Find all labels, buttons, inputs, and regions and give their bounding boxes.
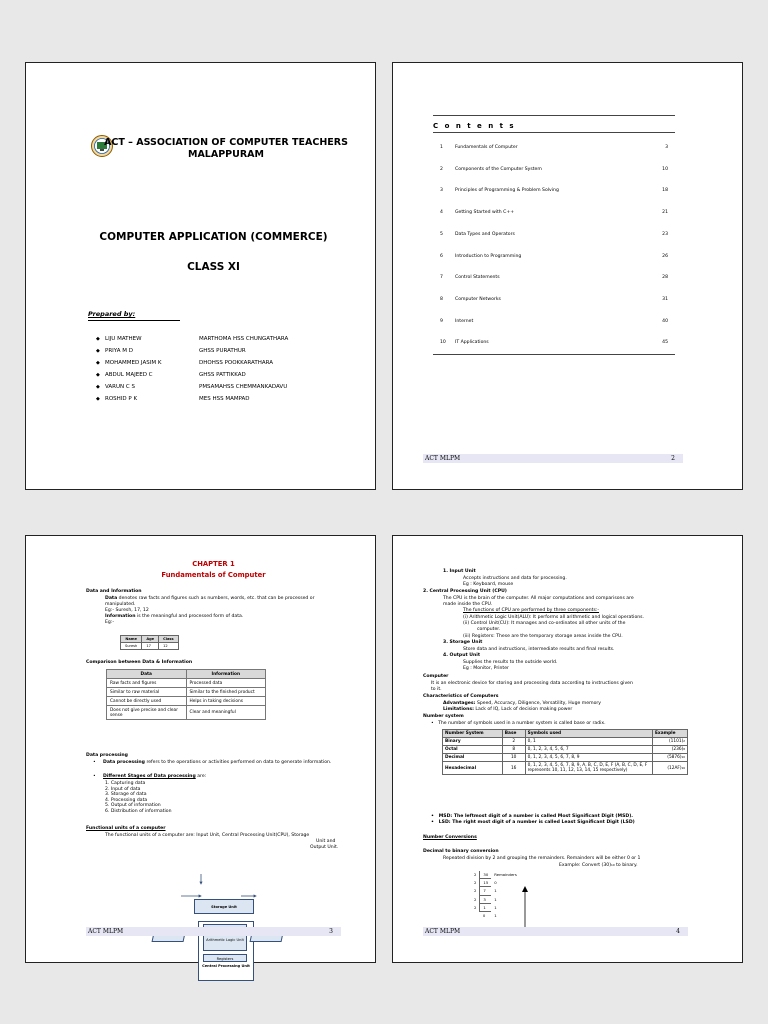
toc-number: 1 xyxy=(440,145,443,150)
member-name: VARUN C S xyxy=(105,384,135,390)
number-system-table xyxy=(442,729,688,775)
comparison-table xyxy=(106,669,266,720)
remainder-cell: 1 xyxy=(494,896,497,902)
table-header-cell: Data xyxy=(107,670,187,679)
input-unit-example: Eg : Keyboard, mouse xyxy=(463,582,514,587)
computer-heading: Computer xyxy=(423,674,449,679)
table-header-cell: Example xyxy=(652,730,687,738)
example-line: Example: Convert (30)₁₀ to binary. xyxy=(559,863,638,868)
number-system-bullet-text: The number of symbols used in a number system is called base or radix. xyxy=(438,721,606,726)
chapter-number: CHAPTER 1 xyxy=(192,560,235,568)
table-cell: Processed data xyxy=(186,679,266,688)
lsd-text: LSD: The right most digit of a number is called Least Significant Digit (LSD) xyxy=(438,820,635,825)
toc-title: Introduction to Programming xyxy=(455,253,522,259)
division-table xyxy=(471,871,520,919)
limitations-label: Limitations: xyxy=(443,707,474,712)
toc-page: 40 xyxy=(662,318,668,324)
table-cell: 0, 1 xyxy=(525,738,652,746)
prepared-by-underline xyxy=(88,320,180,321)
output-unit-example: Eg : Monitor, Printer xyxy=(463,666,509,671)
quotient-cell: 3 xyxy=(480,895,491,903)
table-cell: Clear and meaningful xyxy=(186,706,266,720)
division-row xyxy=(471,912,520,920)
bullet-icon: ◆ xyxy=(96,348,100,354)
information-definition-text: is the meaningful and processed form of data. xyxy=(135,614,244,619)
toc-entry xyxy=(440,254,668,264)
remainder-cell: Remainders xyxy=(494,872,517,878)
heading-functional-units: Functional units of a computer xyxy=(86,826,166,831)
toc-title: Getting Started with C++ xyxy=(455,210,515,216)
quotient-cell: 15 xyxy=(480,879,491,887)
quotient-cell: 0 xyxy=(482,913,486,919)
table-cell: Suresh xyxy=(121,643,142,650)
msd-text: MSD: The leftmost digit of a number is called Most Significant Digit (MSD). xyxy=(438,814,634,819)
toc-number: 4 xyxy=(440,210,443,216)
cu-line-b: computer. xyxy=(477,627,501,632)
member-name: MOHAMMED JASIM K xyxy=(105,360,162,366)
table-cell: Does not give precise and clear sense xyxy=(107,706,187,720)
table-header-cell: Symbols used xyxy=(525,730,652,738)
toc-page: 23 xyxy=(662,231,668,237)
title-line-2: MALAPPURAM xyxy=(188,149,264,160)
heading-data-information: Data and Information xyxy=(86,589,142,594)
toc-page: 18 xyxy=(662,188,668,194)
stages-bullet: • Different Stages of Data processing are: xyxy=(93,774,207,779)
toc-title: Components of the Computer System xyxy=(455,166,542,172)
page-3-chapter-1 xyxy=(25,535,376,968)
remainder-cell: 1 xyxy=(494,912,497,918)
table-header-cell: Age xyxy=(142,636,159,643)
remainder-cell: 1 xyxy=(494,888,497,894)
page-4 xyxy=(392,535,743,963)
toc-page: 28 xyxy=(662,275,668,281)
class-title: CLASS XI xyxy=(187,261,240,273)
toc-entry xyxy=(440,210,668,220)
limitations-line xyxy=(443,707,572,713)
table-cell: (5876)₁₀ xyxy=(652,754,687,762)
table-row xyxy=(107,706,266,720)
toc-number: 2 xyxy=(440,166,443,172)
characteristics-heading: Characteristics of Computers xyxy=(423,694,499,699)
processing-term: Data processing xyxy=(103,760,145,765)
member-name: PRIYA M D xyxy=(105,348,133,354)
lsd-line: • LSD: The right most digit of a number is called Least Significant Digit (LSD) xyxy=(431,820,635,825)
toc-title: Principles of Programming & Problem Solving xyxy=(455,188,559,194)
divisor-cell: 2 xyxy=(474,880,477,886)
output-unit-text: Supplies the results to the outside world. xyxy=(463,660,558,665)
example-table xyxy=(120,635,179,650)
stage-item: 4. Processing data xyxy=(105,797,148,803)
member-name: ABDUL MAJEED C xyxy=(105,372,153,378)
table-cell: 16 xyxy=(502,762,525,775)
table-header-cell: Information xyxy=(186,670,266,679)
stage-item: 3. Storage of data xyxy=(105,792,147,798)
cpu-text-a: The CPU is the brain of the computer. All major computations and comparisons are xyxy=(443,596,634,601)
page-footer xyxy=(86,927,341,936)
functional-text: The functional units of a computer are: Input Unit, Central Processing Unit(CPU), Storage xyxy=(105,833,310,838)
association-title xyxy=(86,137,366,161)
member-school: MES HSS MAMPAD xyxy=(199,396,250,402)
toc-top-rule xyxy=(433,115,675,116)
toc-page: 3 xyxy=(665,145,668,150)
table-cell: (12AF)₁₆ xyxy=(652,762,687,775)
table-row xyxy=(443,746,688,754)
page-footer xyxy=(423,927,688,936)
table-cell: (1101)₂ xyxy=(652,738,687,746)
division-row xyxy=(471,879,520,887)
remainder-cell: 1 xyxy=(494,904,497,910)
table-cell: Similar to the finished product xyxy=(186,688,266,697)
alu-box: Arithmetic Logic Unit xyxy=(203,935,247,951)
division-row xyxy=(471,871,520,879)
data-definition-text: denotes raw facts and figures such as numbers, words, etc. that can be processed or manipulated. xyxy=(105,596,315,607)
table-row xyxy=(443,754,688,762)
computer-text-b: to it. xyxy=(431,687,442,692)
table-row xyxy=(443,738,688,746)
toc-entry xyxy=(440,340,668,350)
subject-title: COMPUTER APPLICATION (COMMERCE) xyxy=(99,231,328,243)
stages-suffix: are: xyxy=(195,774,207,779)
bullet-icon: ◆ xyxy=(96,396,100,402)
registers-box: Registers xyxy=(203,954,247,962)
data-definition xyxy=(105,596,345,607)
table-cell: 12 xyxy=(159,643,179,650)
table-cell: (236)₈ xyxy=(652,746,687,754)
table-header-cell: Number System xyxy=(443,730,503,738)
cpu-heading: 2. Central Processing Unit (CPU) xyxy=(423,589,507,594)
data-term: Data xyxy=(105,596,118,601)
toc-title: Computer Networks xyxy=(455,296,501,302)
divisor-cell: 2 xyxy=(474,896,477,902)
table-header-cell: Class xyxy=(159,636,179,643)
toc-entry xyxy=(440,188,668,198)
table-cell: 17 xyxy=(142,643,159,650)
table-cell: 0, 1, 2, 3, 4, 5, 6, 7, 8, 9 xyxy=(525,754,652,762)
toc-entry xyxy=(440,275,668,285)
footer-page-number: 2 xyxy=(671,455,675,462)
division-row xyxy=(471,903,520,911)
advantages-text: Speed, Accuracy, Diligence, Versatility, Huge memory xyxy=(475,701,601,706)
toc-page: 31 xyxy=(662,296,668,302)
toc-entry xyxy=(440,297,668,307)
stage-item: 1. Capturing data xyxy=(105,781,146,786)
msd-line: • MSD: The leftmost digit of a number is called Most Significant Digit (MSD). xyxy=(431,814,634,819)
stages-list xyxy=(105,781,172,815)
member-school: PMSAMAHSS CHEMMANKADAVU xyxy=(199,384,288,390)
data-example: Eg:- Suresh, 17, 12 xyxy=(105,608,149,613)
table-row xyxy=(107,679,266,688)
chapter-title: Fundamentals of Computer xyxy=(161,571,266,579)
bullet-icon: ◆ xyxy=(96,336,100,342)
toc-page: 10 xyxy=(662,166,668,172)
toc-bottom-rule xyxy=(433,354,675,355)
table-cell: Binary xyxy=(443,738,503,746)
table-row xyxy=(107,697,266,706)
cpu-components-line: The functions of CPU are performed by three components:- xyxy=(463,608,600,613)
toc-page: 21 xyxy=(662,210,668,216)
toc-title: Internet xyxy=(455,318,474,324)
toc-page: 45 xyxy=(662,340,668,346)
toc-number: 7 xyxy=(440,275,443,281)
table-header-cell: Base xyxy=(502,730,525,738)
toc-number: 5 xyxy=(440,231,443,237)
table-cell: 0, 1, 2, 3, 4, 5, 6, 7, 8, 9, A, B, C, D, E, F (A, B, C, D, E, F represents 10, 11, 12, 13, 14, 15 respectively) xyxy=(525,762,652,775)
number-system-bullet: • The number of symbols used in a number system is called base or radix. xyxy=(431,721,606,726)
cpu-text-b: made inside the CPU. xyxy=(443,602,493,607)
functional-text-2: Unit and xyxy=(316,839,336,844)
input-unit-heading: 1. Input Unit xyxy=(443,569,476,574)
quotient-cell: 7 xyxy=(480,887,491,895)
contents-heading: C o n t e n t s xyxy=(433,122,516,130)
page-1-cover xyxy=(25,62,376,490)
quotient-cell: 1 xyxy=(480,903,491,911)
toc-number: 10 xyxy=(440,340,446,346)
bullet-icon: ◆ xyxy=(96,384,100,390)
advantages-line xyxy=(443,701,601,707)
processing-definition: refers to the operations or activities performed on data to generate information. xyxy=(144,760,332,765)
remainder-cell: 0 xyxy=(494,880,497,886)
storage-unit-heading: 3. Storage Unit xyxy=(443,640,483,645)
cpu-label: Central Processing Unit xyxy=(202,964,250,968)
member-name: ROSHID P K xyxy=(105,396,138,402)
toc-number: 8 xyxy=(440,296,443,302)
divisor-cell: 2 xyxy=(474,904,477,910)
input-unit-text: Accepts instructions and data for processing. xyxy=(463,576,567,581)
divisor-cell: 2 xyxy=(474,888,477,894)
registers-line: (iii) Registers: These are the temporary storage areas inside the CPU. xyxy=(463,634,623,639)
division-row xyxy=(471,895,520,903)
decimal-binary-text: Repeated division by 2 and grouping the remainders. Remainders will be either 0 or 1 xyxy=(443,856,641,861)
toc-title: Fundamentals of Computer xyxy=(455,145,518,150)
toc-number: 9 xyxy=(440,318,443,324)
table-header-cell: Name xyxy=(121,636,142,643)
title-line-1: ACT – ASSOCIATION OF COMPUTER TEACHERS xyxy=(104,137,348,148)
toc-title: IT Applications xyxy=(455,340,489,346)
toc-page: 26 xyxy=(662,253,668,259)
heading-comparison: Comparison between Data & Information xyxy=(86,660,193,665)
member-school: GHSS PURATHUR xyxy=(199,348,246,354)
information-term: Information xyxy=(105,614,136,619)
page-footer xyxy=(423,454,683,463)
table-row xyxy=(443,762,688,775)
bullet-icon: ◆ xyxy=(96,372,100,378)
toc-entry xyxy=(440,232,668,242)
toc-title: Control Statements xyxy=(455,275,500,281)
table-cell: Decimal xyxy=(443,754,503,762)
number-conversions-heading: Number Conversions xyxy=(423,835,477,840)
toc-header-rule xyxy=(433,132,675,133)
table-cell: 10 xyxy=(502,754,525,762)
limitations-text: Lack of IQ, Lack of decision making power xyxy=(473,707,573,712)
toc-entry xyxy=(440,319,668,329)
table-cell: Hexadecimal xyxy=(443,762,503,775)
heading-data-processing: Data processing xyxy=(86,753,128,758)
footer-page-number: 3 xyxy=(329,928,333,935)
table-cell: 0, 1, 2, 3, 4, 5, 6, 7 xyxy=(525,746,652,754)
member-name: LIJU MATHEW xyxy=(105,336,142,342)
information-definition xyxy=(105,614,345,620)
member-school: MARTHOMA HSS CHUNGATHARA xyxy=(199,336,289,342)
table-cell: Raw facts and figures xyxy=(107,679,187,688)
bullet-icon: ◆ xyxy=(96,360,100,366)
table-cell: Similar to raw material xyxy=(107,688,187,697)
functional-text-3: Output Unit. xyxy=(310,845,339,850)
footer-page-number: 4 xyxy=(676,928,680,935)
prepared-by-label: Prepared by: xyxy=(88,310,136,318)
table-cell: 2 xyxy=(502,738,525,746)
read-up-arrow xyxy=(521,886,529,932)
toc-number: 6 xyxy=(440,253,443,259)
divisor-cell: 2 xyxy=(474,872,477,878)
advantages-label: Advantages: xyxy=(443,701,476,706)
table-cell: Helps in taking decisions xyxy=(186,697,266,706)
division-row xyxy=(471,887,520,895)
stages-label: Different Stages of Data processing xyxy=(103,774,196,779)
toc-entry xyxy=(440,145,668,155)
table-cell: 8 xyxy=(502,746,525,754)
quotient-cell: 30 xyxy=(480,871,491,879)
cu-line-a: (ii) Control Unit(CU): It manages and co-ordinates all other units of the xyxy=(463,621,626,626)
page-2-contents xyxy=(392,62,743,490)
decimal-binary-heading: Decimal to binary conversion xyxy=(423,849,499,854)
number-system-heading: Number system xyxy=(423,714,464,719)
computer-text-a: It is an electronic device for storing and processing data according to instructions given xyxy=(431,681,633,686)
storage-unit-box: Storage Unit xyxy=(194,899,254,914)
table-cell: Octal xyxy=(443,746,503,754)
toc-number: 3 xyxy=(440,188,443,194)
information-example: Eg:- xyxy=(105,620,115,625)
processing-bullet: • Data processing refers to the operations or activities performed on data to generate information. xyxy=(93,760,332,765)
alu-line: (i) Arithmetic Logic Unit(ALU): It performs all arithmetic and logical operations. xyxy=(463,615,645,620)
footer-left: ACT MLPM xyxy=(425,455,461,462)
footer-left: ACT MLPM xyxy=(88,928,124,935)
divisor-cell xyxy=(471,912,480,920)
output-unit-heading: 4. Output Unit xyxy=(443,653,481,658)
stage-item: 5. Output of information xyxy=(105,803,161,809)
table-row xyxy=(107,688,266,697)
member-school: GHSS PATTIKKAD xyxy=(199,372,246,378)
storage-unit-text: Store data and instructions, intermediate results and final results. xyxy=(463,647,615,652)
toc-entry xyxy=(440,167,668,177)
stage-item: 2. Input of data xyxy=(105,786,141,792)
table-cell: Cannot be directly used xyxy=(107,697,187,706)
footer-left: ACT MLPM xyxy=(425,928,461,935)
member-school: DHOHSS POOKKARATHARA xyxy=(199,360,273,366)
toc-title: Data Types and Operators xyxy=(455,231,515,237)
stage-item: 6. Distribution of information xyxy=(105,808,172,814)
